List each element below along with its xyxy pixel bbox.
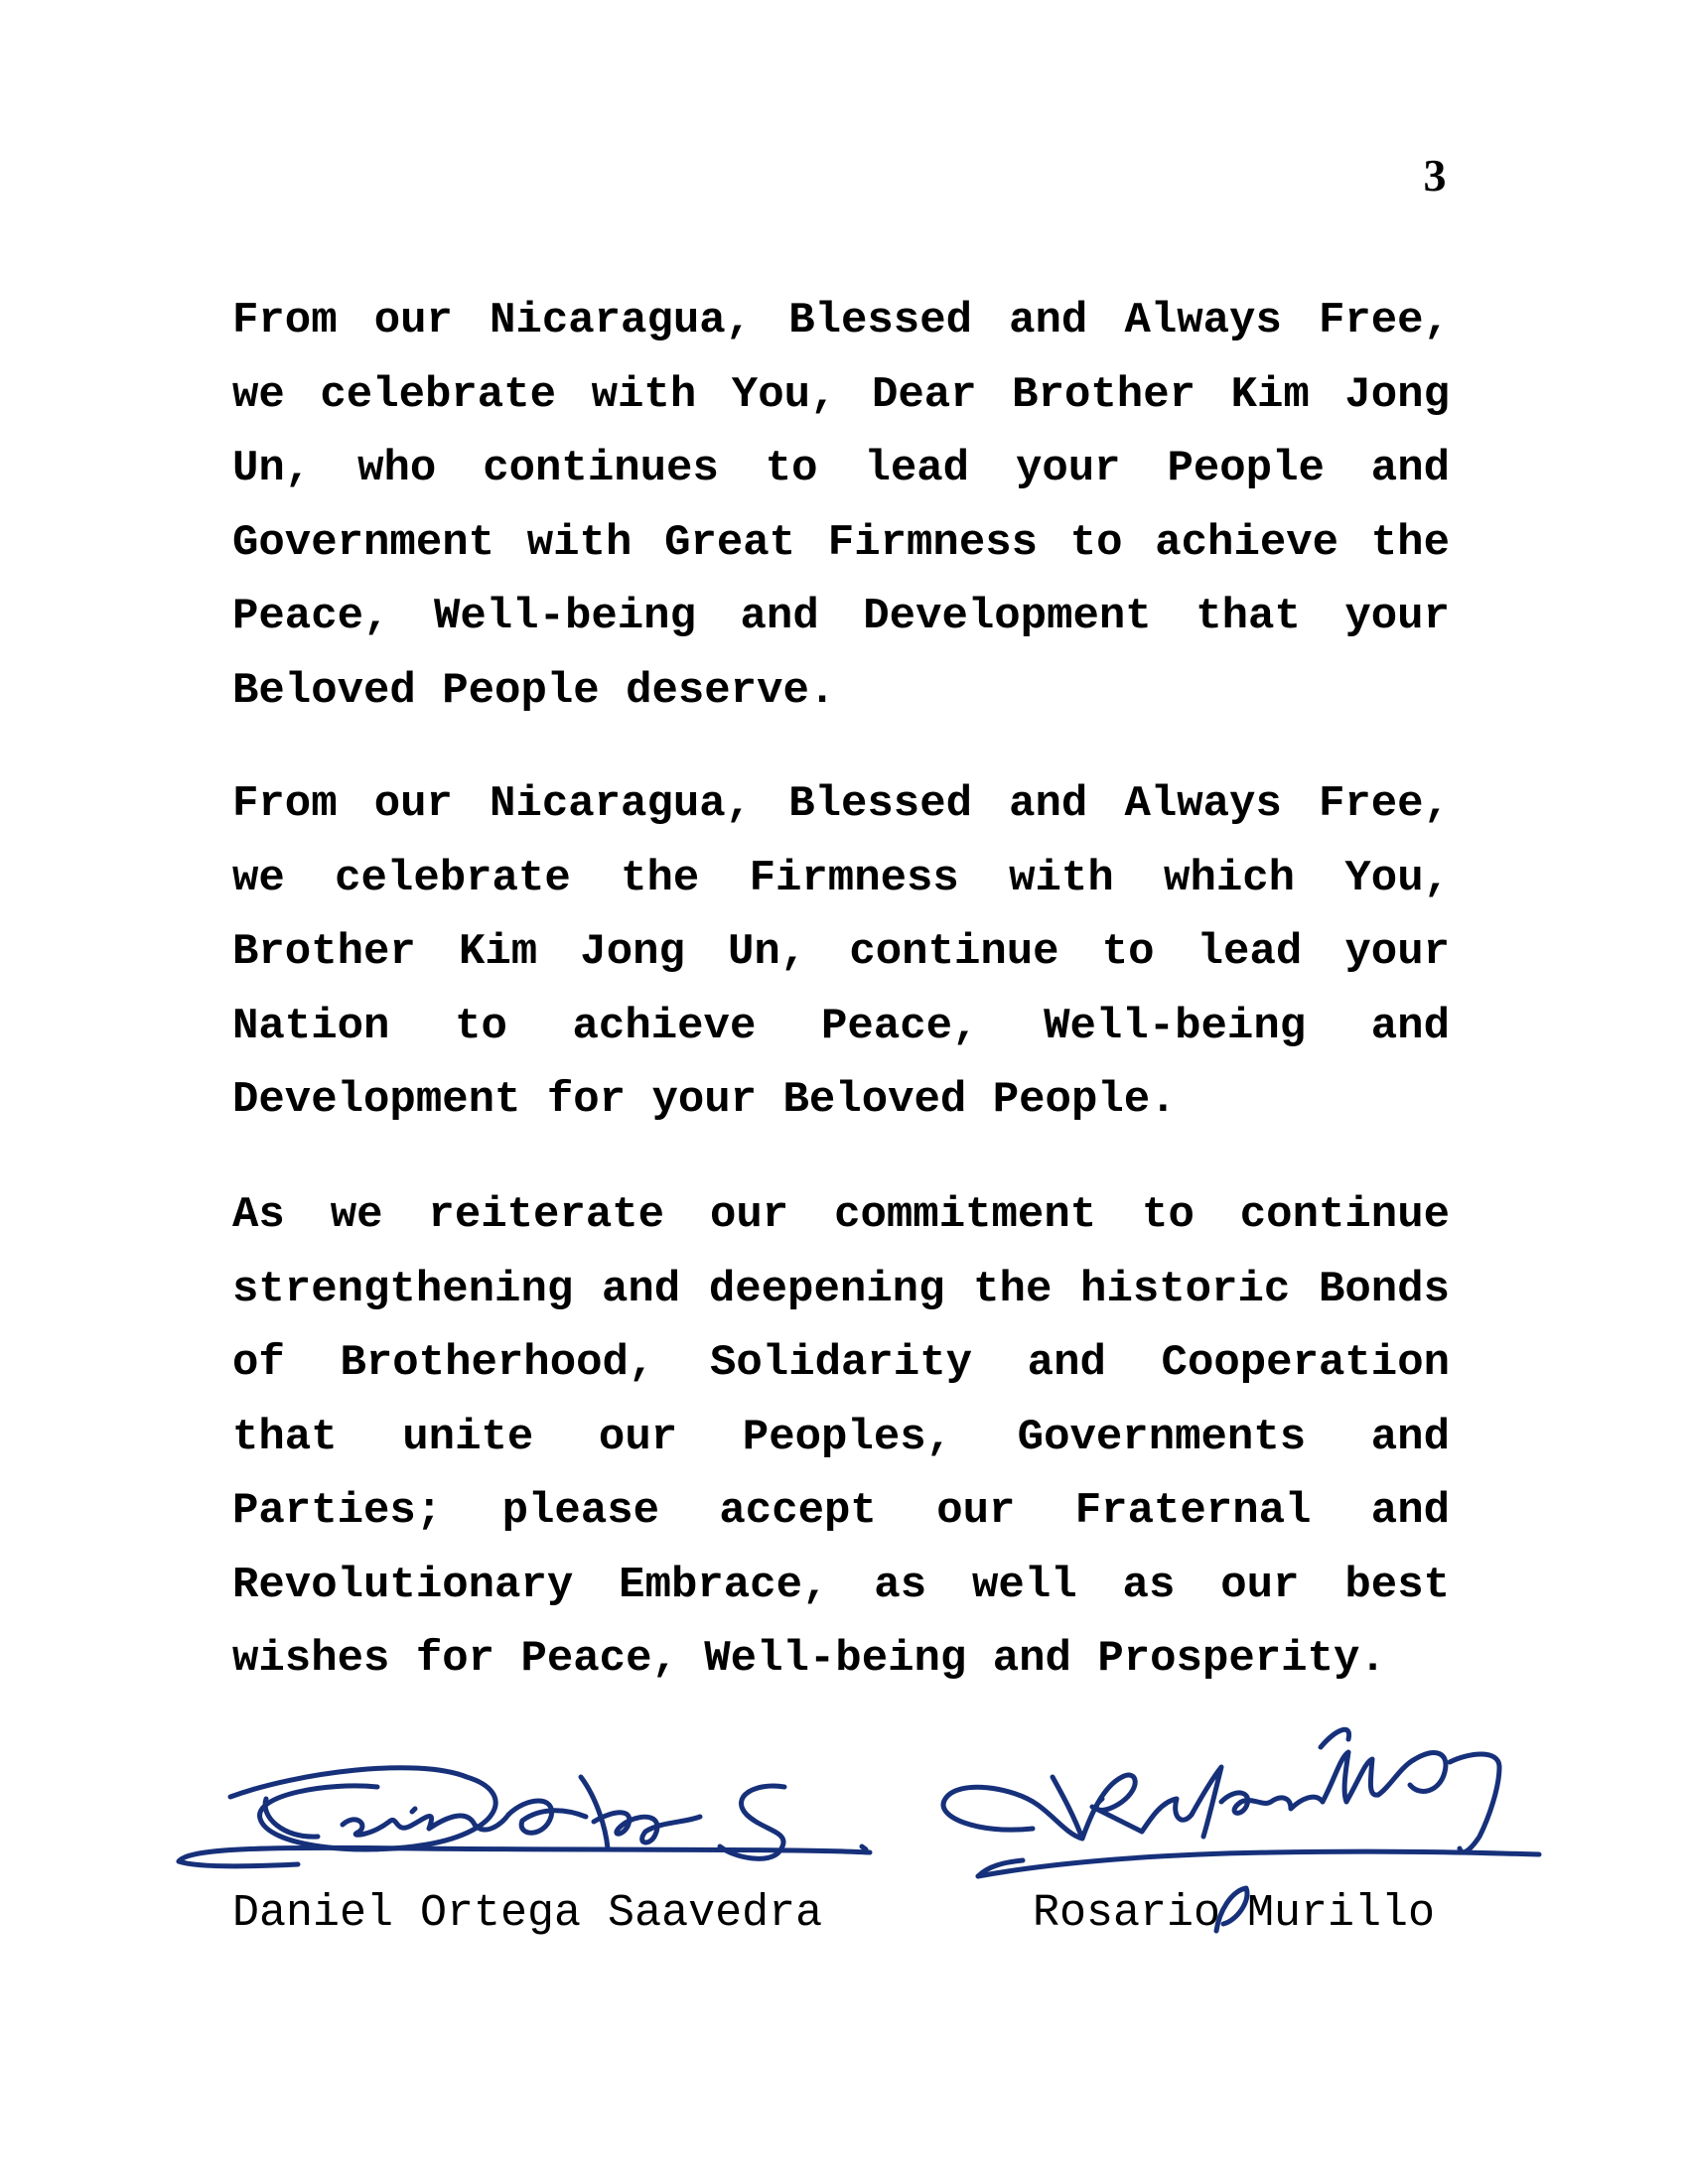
signer-name-murillo: Rosario Murillo bbox=[1033, 1888, 1436, 1939]
letter-paragraph-2: From our Nicaragua, Blessed and Always Free, we celebrate the Firmness with which You, Brother Kim Jong Un, continue to lead your Nation to achieve Peace, Well-being and Development for your Beloved People. bbox=[232, 779, 1450, 1125]
page-number: 3 bbox=[1423, 150, 1447, 201]
letter-paragraph-1: From our Nicaragua, Blessed and Always Free, we celebrate with You, Dear Brother Kim Jong Un, who continues to lead your People and Government with Great Firmness to achieve the Peace, Well-being and Development that your Beloved People deserve. bbox=[232, 296, 1450, 716]
letter-paragraph-3: As we reiterate our commitment to continue strengthening and deepening the historic Bonds of Brotherhood, Solidarity and Cooperation that unite our Peoples, Governments and Parties; please accept our Fraternal and Revolutionary Embrace, as well as our best wishes for Peace, Well-being and Prosperity. bbox=[232, 1190, 1450, 1684]
signer-name-ortega: Daniel Ortega Saavedra bbox=[232, 1888, 823, 1939]
signature-daniel-ortega bbox=[179, 1768, 870, 1866]
